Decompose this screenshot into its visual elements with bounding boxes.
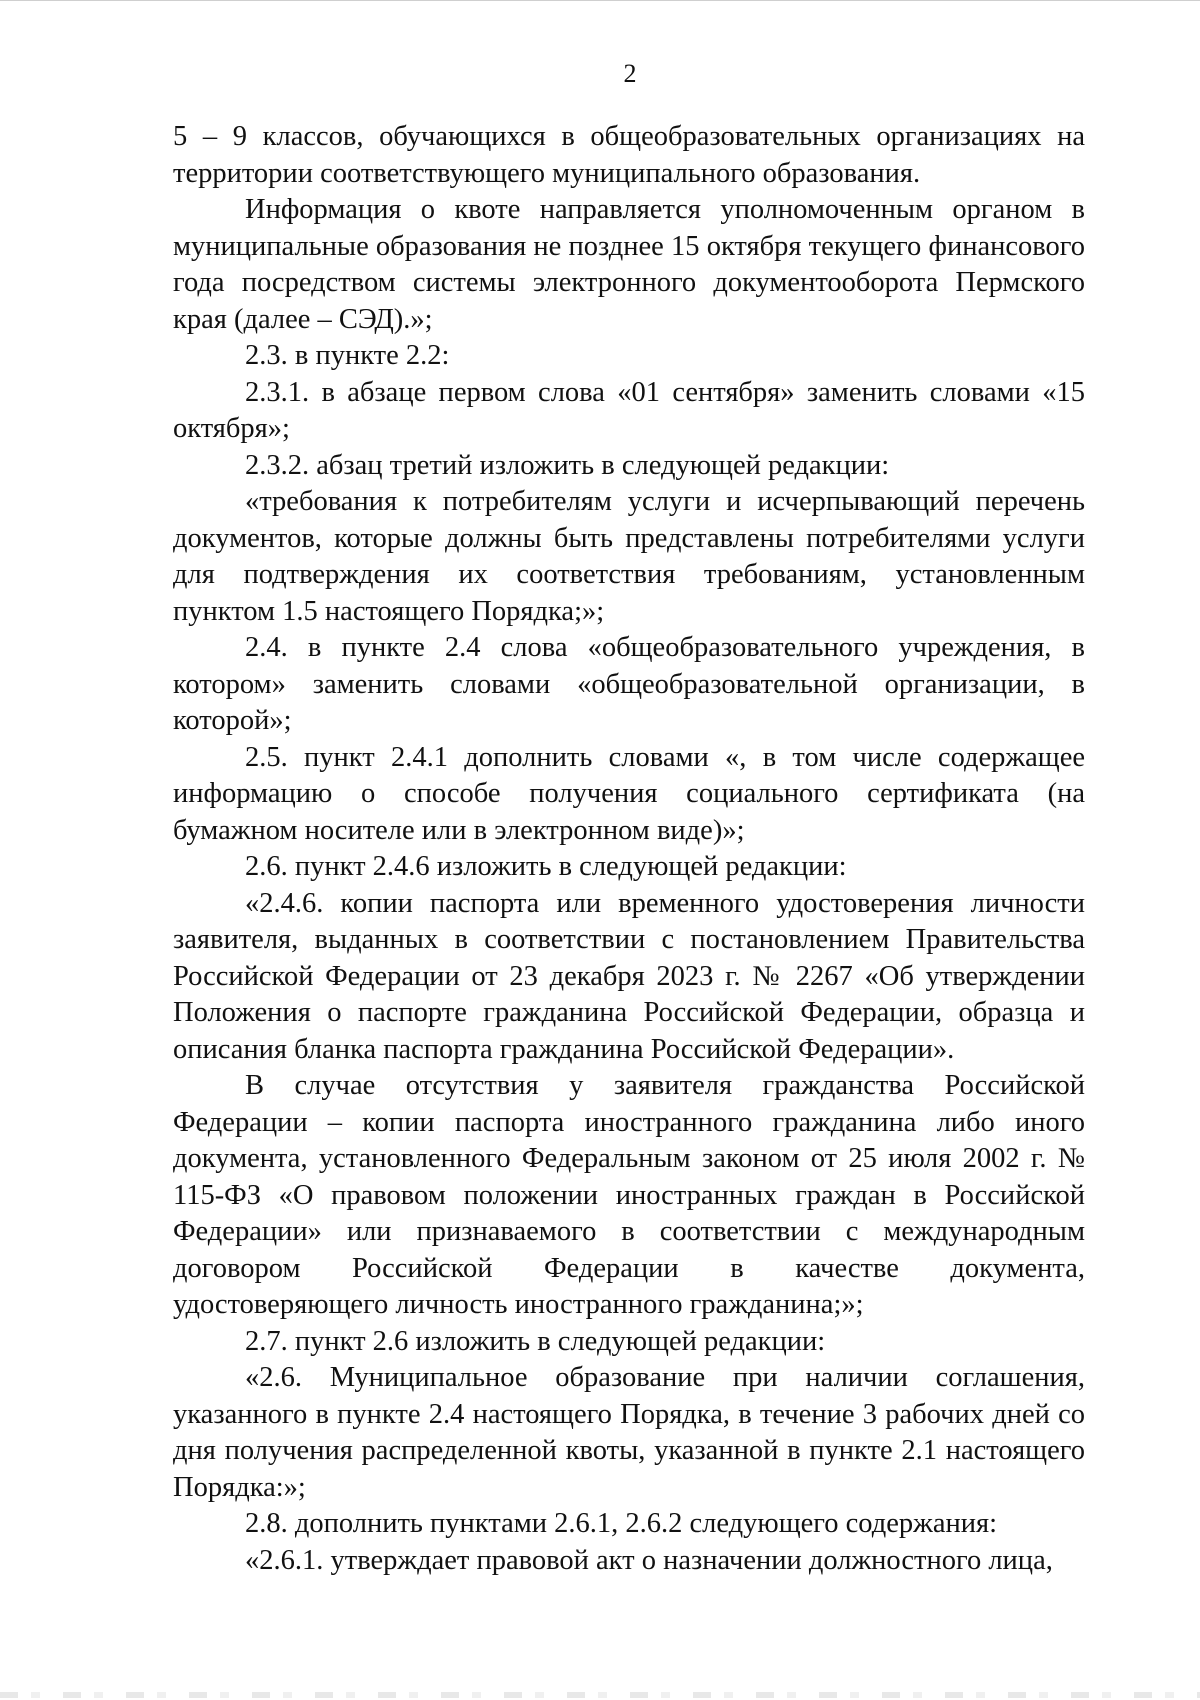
paragraph: «2.4.6. копии паспорта или временного удостоверения личности заявителя, выданных в соответствии с постановлением Правительства Российской Федерации от 23 декабря 2023 г. № 2267 «Об утверждении Положения о паспорте гражданина Российской Федерации, образца и описания бланка паспорта гражданина Российской Федерации». — [173, 887, 1085, 1065]
paragraph: «требования к потребителям услуги и исчерпывающий перечень документов, которые должны быть представлены потребителями услуги для подтверждения их соответствия требованиям, установленным пунктом 1.5 настоящего Порядка;»; — [173, 486, 1085, 627]
paragraph: Информация о квоте направляется уполномоченным органом в муниципальные образования не позднее 15 октября текущего финансового года посредством системы электронного документооборота Пермского края (далее – СЭД).»; — [173, 194, 1085, 335]
paragraph: 2.4. в пункте 2.4 слова «общеобразовательного учреждения, в котором» заменить словами «общеобразовательной организации, в которой»; — [173, 632, 1085, 736]
document-body — [173, 119, 1085, 1579]
paragraph: 2.3.2. абзац третий изложить в следующей редакции: — [245, 449, 890, 481]
paragraph: 2.5. пункт 2.4.1 дополнить словами «, в том числе содержащее информацию о способе получения социального сертификата (на бумажном носителе или в электронном виде)»; — [173, 741, 1085, 846]
paragraph: В случае отсутствия у заявителя гражданства Российской Федерации – копии паспорта иностранного гражданина либо иного документа, установленного Федеральным законом от 25 июля 2002 г. № 115-ФЗ «О правовом положении иностранных граждан в Российской Федерации» или признаваемого в соответствии с международным договором Российской Федерации в качестве документа, удостоверяющего личность иностранного гражданина;»; — [173, 1070, 1085, 1320]
page-number: 2 — [623, 59, 637, 88]
paragraph: «2.6. Муниципальное образование при наличии соглашения, указанного в пункте 2.4 настоящего Порядка, в течение 3 рабочих дней со дня получения распределенной квоты, указанной в пункте 2.1 настоящего Порядка:»; — [173, 1362, 1085, 1503]
paragraph: 2.3. в пункте 2.2: — [245, 340, 450, 371]
paragraph: 2.3.1. в абзаце первом слова «01 сентября» заменить словами «15 октября»; — [173, 376, 1085, 444]
paragraph: «2.6.1. утверждает правовой акт о назначении должностного лица, — [245, 1544, 1053, 1576]
paragraph: 2.7. пункт 2.6 изложить в следующей редакции: — [245, 1325, 826, 1357]
scan-edge-noise — [0, 1692, 1200, 1698]
paragraph: 2.8. дополнить пунктами 2.6.1, 2.6.2 следующего содержания: — [245, 1508, 998, 1539]
paragraph: 2.6. пункт 2.4.6 изложить в следующей редакции: — [245, 851, 847, 882]
paragraph: 5 – 9 классов, обучающихся в общеобразовательных организациях на территории соответствующего муниципального образования. — [173, 121, 1085, 189]
